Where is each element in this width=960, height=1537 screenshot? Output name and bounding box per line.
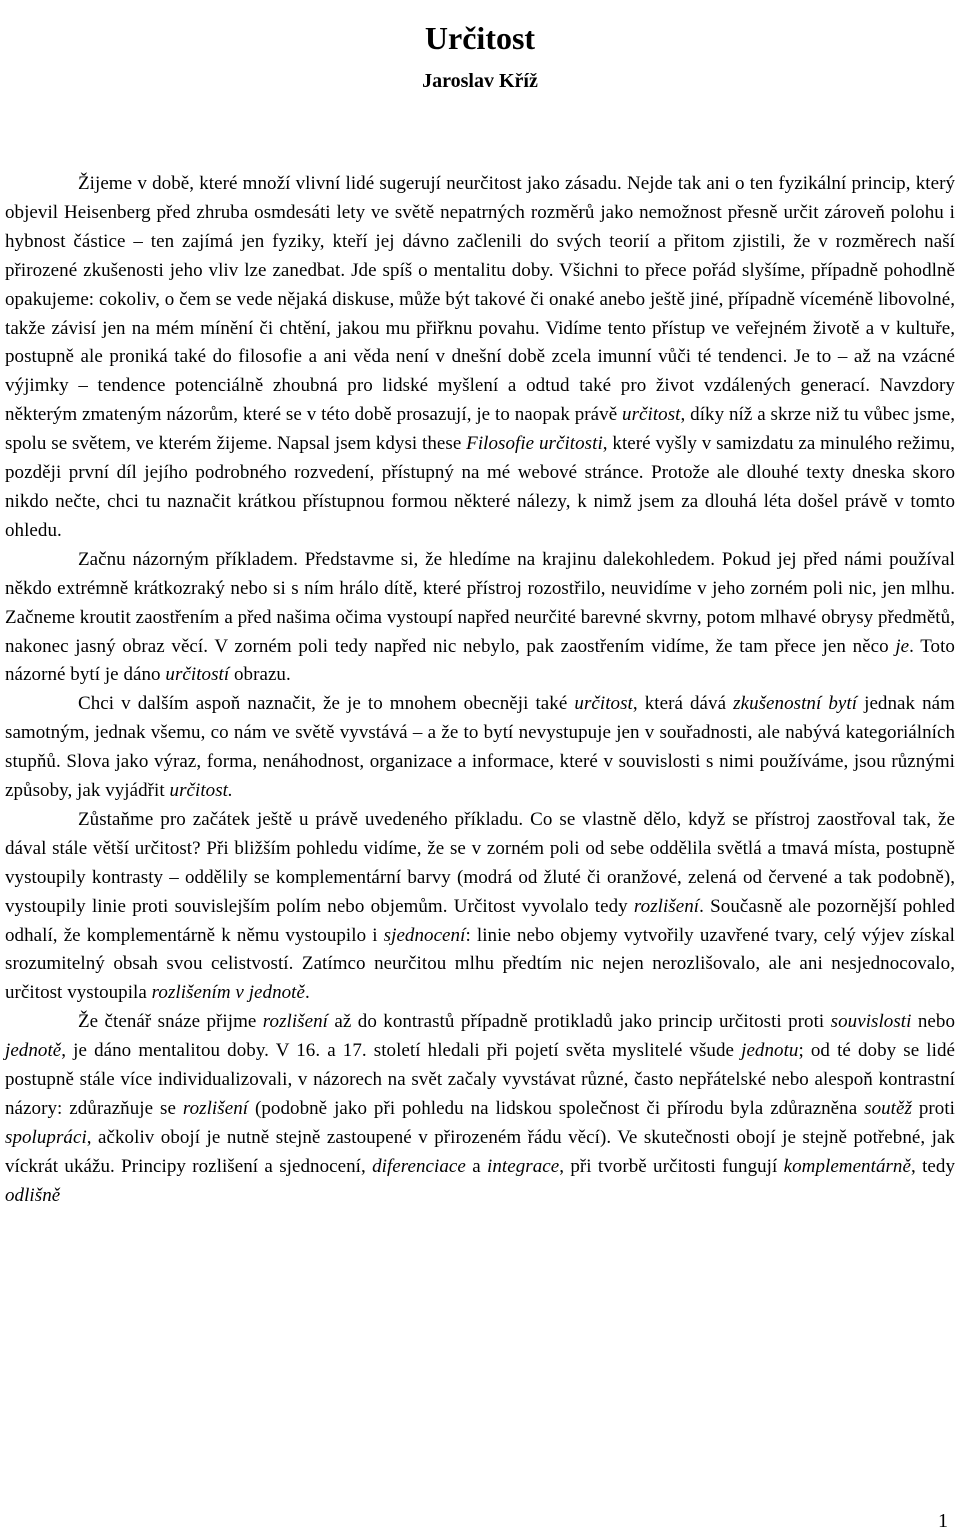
text-run: proti — [911, 1098, 955, 1119]
body-text — [5, 170, 955, 1211]
text-run: Chci v dalším aspoň naznačit, že je to mnohem obecněji také — [78, 693, 575, 715]
text-run: jednak nám samotným, jednak všemu, co nám ve světě vyvstává – a že to bytí nevystupuje jen v souřadnosti, ale nabývá kategoriálních stupňů. Slova jako výraz, forma, nenáhodnost, organizace a informace, které v souvislosti s nimi používáme, jsou různými způsoby, jak vyjádřit — [5, 693, 955, 802]
text-run: , je dáno mentalitou doby. V 16. a 17. století hledali při pojetí světa myslitelé všude — [61, 1040, 742, 1062]
text-run: Že čtenář snáze přijme — [78, 1011, 263, 1033]
paragraph-3 — [5, 690, 955, 806]
text-run: nebo — [911, 1011, 955, 1033]
text-run: , která dává — [632, 693, 734, 715]
paragraph-5 — [5, 1008, 955, 1210]
text-run: , tedy — [910, 1155, 955, 1177]
text-run: , které vyšly v samizdatu za minulého režimu, později první díl jejího podrobného rozvedení, přístupný na mé webové stránce. Protože ale dlouhé texty dneska skoro nikdo nečte, chci tu naznačit krátkou přístupnou formou některé nálezy, k nimž jsem za dlouhá léta došel právě v tomto ohledu. — [5, 433, 955, 541]
emphasis-text: rozlišení — [262, 1011, 328, 1033]
paragraph-1 — [5, 170, 955, 546]
emphasis-text: souvislosti — [830, 1011, 912, 1033]
text-run: : linie nebo objemy vytvořily uzavřené tvary, celý výjev získal srozumitelný obsah svou celistvostí. Zatímco neurčitou mlhu předtím nic nejen nerozlišovalo, ale ani nesjednocovalo, určitost vystoupila — [5, 924, 955, 1004]
text-run: , při tvorbě určitosti fungují — [559, 1155, 784, 1177]
emphasis-text: spolupráci — [5, 1126, 87, 1148]
emphasis-text: určitost — [622, 404, 681, 426]
paragraph-2 — [5, 546, 955, 691]
emphasis-text: jednotě — [5, 1040, 62, 1062]
text-run: Zůstaňme pro začátek ještě u právě uvedeného příkladu. Co se vlastně dělo, když se přístroj zaostřoval tak, že dával stále větší určitost? Při bližším pohledu vidíme, že se v zorném poli od sebe oddělila světlá a tmavá místa, postupně vystoupily kontrasty – oddělily se komplementární barvy (modrá od žluté či oranžové, zelená od červené a tak podobně), vystoupily linie proti souvislejším polím nebo objemům. Určitost vyvolalo tedy — [5, 808, 955, 917]
text-run: , díky níž a skrze niž tu vůbec jsme, spolu se světem, ve kterém žijeme. Napsal jsem kdysi these — [5, 404, 955, 455]
paragraph-4 — [5, 806, 955, 1008]
text-run: . Současně ale pozornější pohled odhalí, že komplementárně k němu vystoupilo i — [5, 895, 955, 946]
emphasis-text: soutěž — [864, 1098, 912, 1119]
text-run: (podobně jako při pohledu na lidskou společnost či přírodu byla zdůrazněna — [248, 1098, 865, 1119]
emphasis-text: integrace — [487, 1155, 560, 1177]
text-run: Žijeme v době, které množí vlivní lidé sugerují neurčitost jako zásadu. Nejde tak ani o ten fyzikální princip, který objevil Heisenberg před zhruba osmdesáti lety ve světě nepatrných rozměrů jako nemožnost přesně určit zároveň polohu i hybnost částice – ten zajímá jen fyziky, kteří jej dávno začlenili do svých teorií a přitom zjistili, že v rozměrech naší přirozené zkušenosti jeho vliv lze zanedbat. Jde spíš o mentalitu doby. Všichni to přece pořád slyšíme, případně pohodlně opakujeme: cokoliv, o čem se vede nějaká diskuse, může být takové či onaké anebo ještě jiné, případně víceméně libovolné, takže závisí jen na mém mínění či chtění, jakou mu přiřknu povahu. Vidíme tento přístup ve veřejném životě a v kultuře, postupně ale proniká také do filosofie a ani věda není v dnešní době zcela imunní vůči té tendenci. Je to – až na vzácné výjimky – tendence potenciálně zhoubná pro lidské myšlení a odtud také pro život vzdálených generací. Navzdory některým zmateným názorům, které se v této době prosazují, je to naopak právě — [5, 173, 955, 426]
text-run: až do kontrastů případně protikladů jako princip určitosti proti — [328, 1011, 831, 1033]
author-name: Jaroslav Kříž — [422, 70, 538, 92]
document-title: Určitost — [424, 20, 536, 57]
emphasis-text: sjednocení — [383, 924, 466, 946]
emphasis-text: rozlišení — [633, 895, 700, 917]
emphasis-text: jednotu — [741, 1040, 799, 1062]
text-run: Začnu názorným příkladem. Představme si, že hledíme na krajinu dalekohledem. Pokud jej před námi používal někdo extrémně krátkozraký nebo si s ním hrálo dítě, které přístroj rozostřilo, neuvidíme v jeho zorném poli nic, jen mlhu. Začneme kroutit zaostřením a před našima očima vystoupí napřed neurčité barevné skvrny, potom mlhavé obrysy předmětů, nakonec jasný obraz věcí. V zorném poli tedy napřed nic nebylo, pak zaostřením vidíme, že tam přece jen něco — [5, 548, 955, 657]
text-run: ; od té doby se lidé postupně stále více individualizovali, v názorech na svět začaly vyvstávat různé, často nepřátelské nebo alespoň kontrastní názory: zdůrazňuje se — [5, 1040, 955, 1119]
emphasis-text: Filosofie určitosti — [466, 433, 603, 455]
emphasis-text: je — [895, 635, 910, 657]
emphasis-text: určitostí — [165, 664, 230, 686]
page-number: 1 — [938, 1510, 948, 1532]
emphasis-text: rozlišení — [182, 1098, 249, 1119]
emphasis-text: diferenciace — [372, 1155, 466, 1177]
emphasis-text: zkušenostní bytí — [733, 693, 858, 715]
emphasis-text: rozlišením v jednotě — [151, 982, 305, 1004]
text-run: . Toto názorné bytí je dáno — [5, 635, 955, 686]
emphasis-text: určitost — [574, 693, 633, 715]
text-run: obrazu. — [229, 664, 291, 686]
emphasis-text: určitost. — [169, 780, 233, 802]
text-run: a — [465, 1155, 488, 1177]
emphasis-text: odlišně — [5, 1184, 61, 1206]
text-run: , ačkoliv obojí je nutně stejně zastoupené v přirozeném řádu věcí). Ve skutečnosti obojí je stejně potřebné, jak víckrát ukážu. Principy rozlišení a sjednocení, — [5, 1126, 955, 1177]
emphasis-text: komplementárně — [783, 1155, 911, 1177]
text-run: . — [304, 982, 310, 1004]
